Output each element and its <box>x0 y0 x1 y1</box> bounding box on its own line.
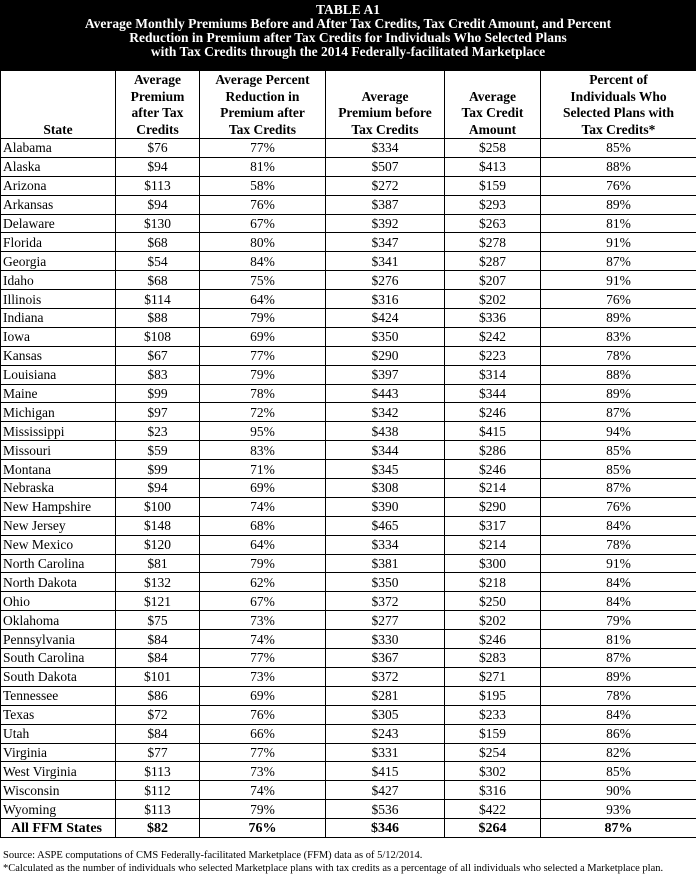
cell-state: Kansas <box>1 346 116 365</box>
table-row <box>1 724 696 743</box>
cell-tax-credit-amount: $422 <box>445 800 541 819</box>
cell-pct-reduction: 69% <box>200 686 326 705</box>
cell-state: New Mexico <box>1 535 116 554</box>
cell-avg-premium-after: $112 <box>116 781 200 800</box>
cell-pct-individuals: 91% <box>541 271 696 290</box>
cell-state: Pennsylvania <box>1 630 116 649</box>
table-row <box>1 290 696 309</box>
table-row <box>1 535 696 554</box>
cell-avg-premium-after: $81 <box>116 554 200 573</box>
table-row <box>1 516 696 535</box>
cell-avg-premium-after: $94 <box>116 157 200 176</box>
cell-avg-premium-before: $272 <box>326 176 445 195</box>
table-row <box>1 497 696 516</box>
cell-tax-credit-amount: $202 <box>445 290 541 309</box>
cell-state: Utah <box>1 724 116 743</box>
cell-avg-premium-before: $415 <box>326 762 445 781</box>
header-state: State <box>1 71 116 139</box>
table-body <box>1 139 696 838</box>
cell-tax-credit-amount: $214 <box>445 479 541 498</box>
cell-state: South Carolina <box>1 649 116 668</box>
table-row <box>1 705 696 724</box>
cell-avg-premium-before: $281 <box>326 686 445 705</box>
cell-pct-reduction: 79% <box>200 800 326 819</box>
cell-pct-reduction: 79% <box>200 365 326 384</box>
cell-pct-reduction: 77% <box>200 649 326 668</box>
cell-pct-individuals: 91% <box>541 554 696 573</box>
cell-pct-individuals: 88% <box>541 365 696 384</box>
cell-avg-premium-after: $75 <box>116 611 200 630</box>
cell-avg-premium-before: $330 <box>326 630 445 649</box>
table-row <box>1 309 696 328</box>
cell-tax-credit-amount: $223 <box>445 346 541 365</box>
cell-avg-premium-before: $334 <box>326 139 445 158</box>
table-row <box>1 762 696 781</box>
cell-pct-individuals: 84% <box>541 705 696 724</box>
cell-state: Oklahoma <box>1 611 116 630</box>
table-row <box>1 479 696 498</box>
cell-avg-premium-before: $331 <box>326 743 445 762</box>
cell-pct-reduction: 74% <box>200 630 326 649</box>
cell-tax-credit-amount: $214 <box>445 535 541 554</box>
cell-pct-individuals: 87% <box>541 403 696 422</box>
table-row <box>1 573 696 592</box>
cell-state: Georgia <box>1 252 116 271</box>
table-subtitle-line-1: Average Monthly Premiums Before and After Tax Credits, Tax Credit Amount, and Percent <box>84 16 612 31</box>
cell-pct-individuals: 94% <box>541 422 696 441</box>
cell-tax-credit-amount: $287 <box>445 252 541 271</box>
cell-state: North Dakota <box>1 573 116 592</box>
cell-avg-premium-after: $76 <box>116 139 200 158</box>
cell-state: Montana <box>1 460 116 479</box>
cell-tax-credit-amount: $316 <box>445 781 541 800</box>
cell-tax-credit-amount: $336 <box>445 309 541 328</box>
cell-avg-premium-before: $350 <box>326 573 445 592</box>
cell-pct-reduction: 76% <box>200 705 326 724</box>
cell-state: Alaska <box>1 157 116 176</box>
cell-avg-premium-before: $424 <box>326 309 445 328</box>
source-note: Source: ASPE computations of CMS Federally-facilitated Marketplace (FFM) data as of 5/12/2014. <box>3 850 423 861</box>
table-title: TABLE A1 <box>316 2 380 17</box>
table-row <box>1 252 696 271</box>
cell-state: Arkansas <box>1 195 116 214</box>
cell-pct-individuals: 85% <box>541 460 696 479</box>
cell-pct-individuals: 82% <box>541 743 696 762</box>
cell-pct-reduction: 64% <box>200 535 326 554</box>
cell-avg-premium-before: $345 <box>326 460 445 479</box>
cell-state: Indiana <box>1 309 116 328</box>
cell-avg-premium-after: $121 <box>116 592 200 611</box>
cell-pct-individuals: 76% <box>541 176 696 195</box>
cell-pct-reduction: 81% <box>200 157 326 176</box>
cell-avg-premium-before: $387 <box>326 195 445 214</box>
cell-avg-premium-before: $316 <box>326 290 445 309</box>
cell-pct-individuals: 88% <box>541 157 696 176</box>
table-row <box>1 630 696 649</box>
cell-tax-credit-amount: $300 <box>445 554 541 573</box>
cell-tax-credit-amount: $283 <box>445 649 541 668</box>
cell-pct-reduction: 67% <box>200 592 326 611</box>
total-row <box>1 819 696 838</box>
cell-avg-premium-before: $390 <box>326 497 445 516</box>
cell-avg-premium-before: $372 <box>326 592 445 611</box>
cell-avg-premium-after: $97 <box>116 403 200 422</box>
cell-avg-premium-before: $277 <box>326 611 445 630</box>
cell-pct-reduction: 69% <box>200 479 326 498</box>
cell-pct-individuals: 90% <box>541 781 696 800</box>
cell-pct-reduction: 75% <box>200 271 326 290</box>
cell-tax-credit-amount: $246 <box>445 403 541 422</box>
cell-avg-premium-after: $94 <box>116 479 200 498</box>
cell-avg-premium-after: $84 <box>116 724 200 743</box>
cell-avg-premium-after: $99 <box>116 384 200 403</box>
cell-pct-individuals: 85% <box>541 762 696 781</box>
cell-tax-credit-amount: $413 <box>445 157 541 176</box>
cell-state: South Dakota <box>1 667 116 686</box>
cell-pct-reduction: 73% <box>200 762 326 781</box>
table-row <box>1 422 696 441</box>
cell-pct-reduction: 78% <box>200 384 326 403</box>
cell-avg-premium-after: $113 <box>116 762 200 781</box>
cell-pct-individuals: 93% <box>541 800 696 819</box>
cell-avg-premium-after: $82 <box>116 819 200 838</box>
cell-pct-reduction: 76% <box>200 819 326 838</box>
cell-avg-premium-before: $350 <box>326 327 445 346</box>
header-avg-premium-before: Average Premium before Tax Credits <box>326 71 445 139</box>
cell-state: Louisiana <box>1 365 116 384</box>
cell-pct-reduction: 74% <box>200 497 326 516</box>
cell-pct-individuals: 84% <box>541 573 696 592</box>
cell-avg-premium-after: $59 <box>116 441 200 460</box>
table-row <box>1 800 696 819</box>
cell-tax-credit-amount: $286 <box>445 441 541 460</box>
cell-avg-premium-before: $443 <box>326 384 445 403</box>
cell-avg-premium-after: $99 <box>116 460 200 479</box>
cell-tax-credit-amount: $264 <box>445 819 541 838</box>
table-row <box>1 384 696 403</box>
cell-pct-reduction: 68% <box>200 516 326 535</box>
cell-pct-reduction: 58% <box>200 176 326 195</box>
cell-avg-premium-before: $243 <box>326 724 445 743</box>
cell-pct-individuals: 84% <box>541 592 696 611</box>
cell-avg-premium-after: $77 <box>116 743 200 762</box>
cell-tax-credit-amount: $159 <box>445 176 541 195</box>
cell-state: Maine <box>1 384 116 403</box>
cell-state: Tennessee <box>1 686 116 705</box>
cell-avg-premium-after: $68 <box>116 233 200 252</box>
cell-avg-premium-after: $94 <box>116 195 200 214</box>
cell-state: North Carolina <box>1 554 116 573</box>
cell-avg-premium-before: $276 <box>326 271 445 290</box>
cell-avg-premium-before: $372 <box>326 667 445 686</box>
cell-pct-individuals: 76% <box>541 290 696 309</box>
cell-avg-premium-before: $334 <box>326 535 445 554</box>
cell-tax-credit-amount: $250 <box>445 592 541 611</box>
cell-avg-premium-after: $113 <box>116 800 200 819</box>
cell-tax-credit-amount: $271 <box>445 667 541 686</box>
cell-pct-reduction: 80% <box>200 233 326 252</box>
cell-avg-premium-after: $108 <box>116 327 200 346</box>
cell-pct-individuals: 89% <box>541 195 696 214</box>
table-row <box>1 195 696 214</box>
cell-avg-premium-after: $101 <box>116 667 200 686</box>
cell-pct-reduction: 62% <box>200 573 326 592</box>
cell-tax-credit-amount: $202 <box>445 611 541 630</box>
cell-state: Illinois <box>1 290 116 309</box>
cell-pct-individuals: 87% <box>541 479 696 498</box>
cell-tax-credit-amount: $314 <box>445 365 541 384</box>
header-tax-credit-amount: Average Tax Credit Amount <box>445 71 541 139</box>
cell-pct-reduction: 95% <box>200 422 326 441</box>
cell-avg-premium-before: $438 <box>326 422 445 441</box>
cell-avg-premium-before: $392 <box>326 214 445 233</box>
cell-state: Florida <box>1 233 116 252</box>
cell-pct-reduction: 73% <box>200 611 326 630</box>
cell-tax-credit-amount: $218 <box>445 573 541 592</box>
cell-avg-premium-before: $381 <box>326 554 445 573</box>
cell-pct-individuals: 78% <box>541 535 696 554</box>
table-title-block <box>0 0 696 70</box>
cell-avg-premium-after: $88 <box>116 309 200 328</box>
cell-pct-reduction: 79% <box>200 554 326 573</box>
cell-pct-reduction: 71% <box>200 460 326 479</box>
cell-pct-individuals: 83% <box>541 327 696 346</box>
cell-state: Alabama <box>1 139 116 158</box>
cell-state: Idaho <box>1 271 116 290</box>
cell-state: Mississippi <box>1 422 116 441</box>
cell-avg-premium-after: $113 <box>116 176 200 195</box>
cell-avg-premium-after: $148 <box>116 516 200 535</box>
table-row <box>1 611 696 630</box>
cell-state: All FFM States <box>1 819 116 838</box>
table-row <box>1 233 696 252</box>
table-row <box>1 592 696 611</box>
cell-state: Wyoming <box>1 800 116 819</box>
cell-tax-credit-amount: $415 <box>445 422 541 441</box>
cell-tax-credit-amount: $233 <box>445 705 541 724</box>
cell-avg-premium-after: $68 <box>116 271 200 290</box>
cell-pct-reduction: 73% <box>200 667 326 686</box>
table-row <box>1 686 696 705</box>
cell-avg-premium-after: $132 <box>116 573 200 592</box>
cell-avg-premium-before: $536 <box>326 800 445 819</box>
cell-pct-reduction: 69% <box>200 327 326 346</box>
cell-state: Arizona <box>1 176 116 195</box>
header-pct-individuals: Percent of Individuals Who Selected Plans with Tax Credits* <box>541 71 696 139</box>
cell-avg-premium-after: $72 <box>116 705 200 724</box>
table-row <box>1 403 696 422</box>
cell-tax-credit-amount: $242 <box>445 327 541 346</box>
cell-avg-premium-before: $367 <box>326 649 445 668</box>
cell-avg-premium-after: $84 <box>116 649 200 668</box>
cell-pct-individuals: 81% <box>541 214 696 233</box>
cell-pct-individuals: 76% <box>541 497 696 516</box>
table-row <box>1 743 696 762</box>
cell-avg-premium-after: $84 <box>116 630 200 649</box>
cell-pct-reduction: 67% <box>200 214 326 233</box>
cell-state: Delaware <box>1 214 116 233</box>
cell-pct-reduction: 77% <box>200 743 326 762</box>
cell-state: Wisconsin <box>1 781 116 800</box>
header-pct-reduction: Average Percent Reduction in Premium after Tax Credits <box>200 71 326 139</box>
cell-avg-premium-before: $427 <box>326 781 445 800</box>
cell-avg-premium-before: $346 <box>326 819 445 838</box>
table-row <box>1 346 696 365</box>
cell-pct-reduction: 79% <box>200 309 326 328</box>
cell-pct-reduction: 74% <box>200 781 326 800</box>
cell-avg-premium-after: $23 <box>116 422 200 441</box>
cell-pct-reduction: 76% <box>200 195 326 214</box>
cell-state: Michigan <box>1 403 116 422</box>
premiums-table <box>0 70 696 838</box>
cell-avg-premium-before: $341 <box>326 252 445 271</box>
table-row <box>1 460 696 479</box>
cell-pct-reduction: 83% <box>200 441 326 460</box>
cell-pct-reduction: 77% <box>200 346 326 365</box>
table-row <box>1 781 696 800</box>
table-row <box>1 176 696 195</box>
cell-tax-credit-amount: $246 <box>445 460 541 479</box>
cell-pct-reduction: 77% <box>200 139 326 158</box>
table-row <box>1 327 696 346</box>
cell-tax-credit-amount: $293 <box>445 195 541 214</box>
cell-state: Virginia <box>1 743 116 762</box>
cell-tax-credit-amount: $254 <box>445 743 541 762</box>
cell-state: New Jersey <box>1 516 116 535</box>
cell-avg-premium-before: $290 <box>326 346 445 365</box>
cell-tax-credit-amount: $302 <box>445 762 541 781</box>
cell-avg-premium-before: $344 <box>326 441 445 460</box>
table-subtitle-line-3: with Tax Credits through the 2014 Federally-facilitated Marketplace <box>150 44 546 59</box>
cell-pct-individuals: 87% <box>541 252 696 271</box>
cell-tax-credit-amount: $344 <box>445 384 541 403</box>
cell-pct-reduction: 64% <box>200 290 326 309</box>
table-row <box>1 649 696 668</box>
cell-pct-individuals: 78% <box>541 686 696 705</box>
cell-avg-premium-before: $465 <box>326 516 445 535</box>
cell-tax-credit-amount: $207 <box>445 271 541 290</box>
cell-state: Iowa <box>1 327 116 346</box>
cell-pct-individuals: 89% <box>541 667 696 686</box>
cell-avg-premium-before: $347 <box>326 233 445 252</box>
table-subtitle-line-2: Reduction in Premium after Tax Credits for Individuals Who Selected Plans <box>129 30 567 45</box>
cell-tax-credit-amount: $195 <box>445 686 541 705</box>
cell-pct-individuals: 84% <box>541 516 696 535</box>
cell-pct-reduction: 66% <box>200 724 326 743</box>
cell-avg-premium-after: $67 <box>116 346 200 365</box>
cell-pct-individuals: 91% <box>541 233 696 252</box>
cell-avg-premium-before: $507 <box>326 157 445 176</box>
cell-tax-credit-amount: $290 <box>445 497 541 516</box>
cell-avg-premium-after: $86 <box>116 686 200 705</box>
table-row <box>1 271 696 290</box>
cell-tax-credit-amount: $258 <box>445 139 541 158</box>
cell-avg-premium-after: $130 <box>116 214 200 233</box>
cell-pct-individuals: 89% <box>541 309 696 328</box>
cell-pct-individuals: 89% <box>541 384 696 403</box>
cell-avg-premium-before: $342 <box>326 403 445 422</box>
cell-state: Texas <box>1 705 116 724</box>
cell-avg-premium-before: $308 <box>326 479 445 498</box>
cell-pct-individuals: 87% <box>541 819 696 838</box>
cell-pct-individuals: 81% <box>541 630 696 649</box>
table-row <box>1 139 696 158</box>
cell-pct-individuals: 85% <box>541 441 696 460</box>
cell-pct-individuals: 79% <box>541 611 696 630</box>
cell-state: West Virginia <box>1 762 116 781</box>
cell-tax-credit-amount: $159 <box>445 724 541 743</box>
cell-avg-premium-after: $114 <box>116 290 200 309</box>
cell-avg-premium-after: $120 <box>116 535 200 554</box>
cell-tax-credit-amount: $246 <box>445 630 541 649</box>
cell-avg-premium-after: $100 <box>116 497 200 516</box>
table-notes <box>3 849 693 875</box>
table-row <box>1 441 696 460</box>
cell-tax-credit-amount: $278 <box>445 233 541 252</box>
cell-pct-reduction: 72% <box>200 403 326 422</box>
cell-avg-premium-after: $83 <box>116 365 200 384</box>
cell-pct-individuals: 86% <box>541 724 696 743</box>
table-row <box>1 214 696 233</box>
cell-state: New Hampshire <box>1 497 116 516</box>
cell-pct-individuals: 85% <box>541 139 696 158</box>
cell-tax-credit-amount: $317 <box>445 516 541 535</box>
table-row <box>1 157 696 176</box>
cell-state: Missouri <box>1 441 116 460</box>
header-avg-premium-after: Average Premium after Tax Credits <box>116 71 200 139</box>
table-row <box>1 667 696 686</box>
cell-avg-premium-after: $54 <box>116 252 200 271</box>
cell-pct-reduction: 84% <box>200 252 326 271</box>
table-row <box>1 365 696 384</box>
header-row <box>1 71 696 139</box>
cell-avg-premium-before: $397 <box>326 365 445 384</box>
cell-state: Nebraska <box>1 479 116 498</box>
cell-pct-individuals: 78% <box>541 346 696 365</box>
cell-avg-premium-before: $305 <box>326 705 445 724</box>
table-row <box>1 554 696 573</box>
footnote: *Calculated as the number of individuals who selected Marketplace plans with tax credits as a percentage of all individuals who selected a Marketplace plan. <box>3 863 664 874</box>
cell-pct-individuals: 87% <box>541 649 696 668</box>
cell-tax-credit-amount: $263 <box>445 214 541 233</box>
cell-state: Ohio <box>1 592 116 611</box>
